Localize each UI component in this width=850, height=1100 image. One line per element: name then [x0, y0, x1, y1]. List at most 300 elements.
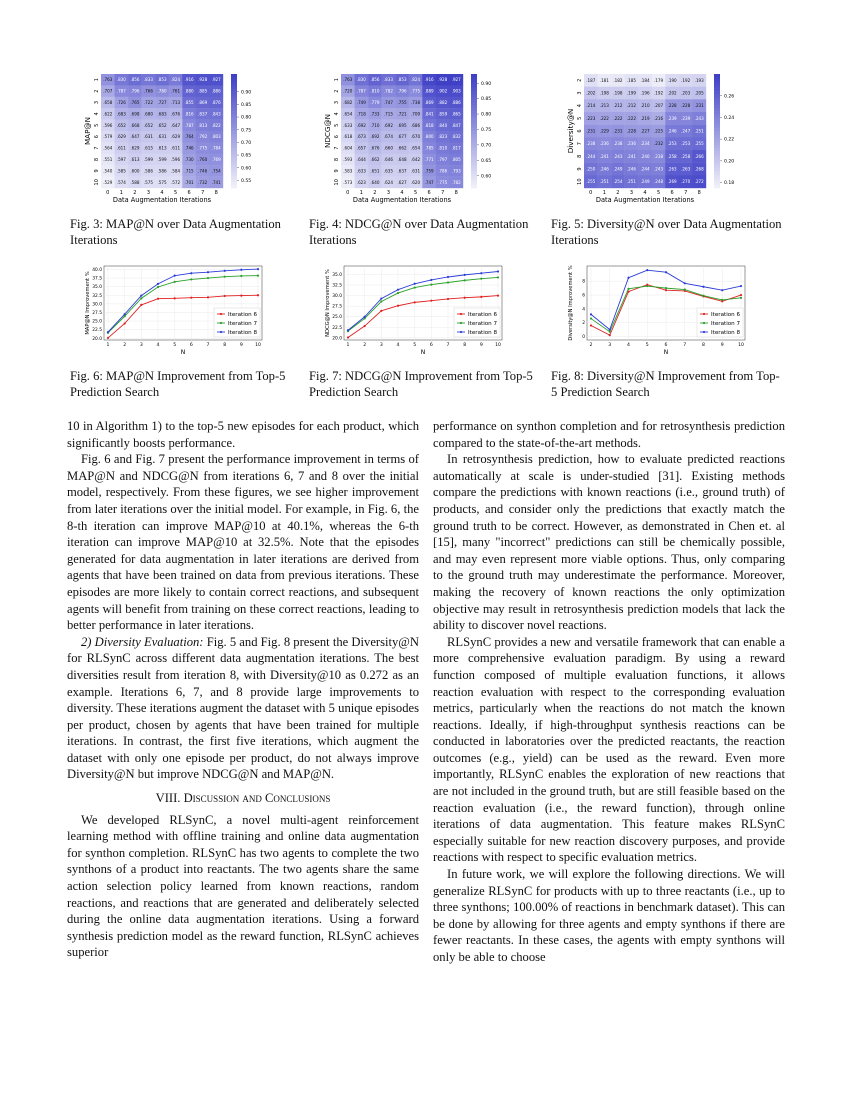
y-axis-label: MAP@N: [83, 116, 92, 146]
x-tick-label: 5: [173, 190, 178, 196]
colorbar-band: [714, 74, 720, 77]
cell-value-label: .722: [143, 100, 154, 105]
cell-value-label: .840: [438, 122, 448, 128]
x-tick-label: 4: [400, 190, 404, 196]
cell-value-label: .205: [694, 90, 704, 96]
cell-value-label: .574: [116, 179, 126, 185]
cell-value-label: .677: [397, 134, 407, 140]
colorbar-band: [714, 97, 720, 100]
cell-value-label: .268: [694, 166, 704, 172]
cell-value-label: .240: [640, 153, 650, 159]
fig6-caption: Fig. 6: MAP@N Improvement from Top-5 Prediction Search: [70, 369, 286, 399]
y-tick-label: 9: [94, 169, 100, 173]
colorbar-band: [471, 122, 477, 125]
x-axis-label: Data Augmentation Iterations: [595, 196, 695, 204]
cell-value-label: .620: [410, 179, 421, 185]
fig7-line-chart: [324, 258, 509, 360]
cell-value-label: .239: [667, 115, 677, 121]
colorbar-band: [471, 137, 477, 140]
colorbar-band: [714, 80, 720, 83]
cell-value-label: .657: [356, 145, 366, 151]
cell-value-label: .575: [157, 179, 167, 185]
cell-value-label: .859: [438, 111, 448, 117]
colorbar-band: [714, 162, 720, 165]
cell-value-label: .244: [640, 166, 650, 172]
cell-value-label: .782: [451, 179, 461, 185]
cell-value-label: .238: [586, 141, 596, 147]
cell-value-label: .676: [170, 111, 181, 117]
data-point: [240, 269, 242, 271]
cell-value-label: .720: [343, 88, 353, 94]
colorbar-band: [231, 177, 237, 180]
data-point: [257, 294, 259, 296]
data-point: [224, 295, 226, 297]
cell-value-label: .718: [356, 111, 366, 117]
data-point: [174, 297, 176, 299]
cell-value-label: .586: [157, 168, 167, 174]
colorbar-band: [231, 117, 237, 120]
y-tick-label: 32.5: [92, 293, 102, 299]
cell-value-label: .575: [143, 179, 154, 185]
x-tick-label: 3: [379, 343, 383, 348]
legend-label: Iteration 7: [228, 321, 258, 327]
y-tick-label: 3: [334, 100, 340, 105]
data-point: [397, 292, 399, 294]
colorbar-band: [471, 162, 477, 165]
data-point: [380, 310, 382, 312]
colorbar-band: [471, 120, 477, 123]
cell-value-label: .882: [438, 100, 448, 105]
data-point: [397, 305, 399, 307]
y-tick-label: 7: [94, 146, 100, 150]
colorbar-band: [714, 177, 720, 180]
colorbar-tick-label: 0.60: [481, 174, 492, 180]
cell-value-label: .710: [370, 122, 380, 128]
cell-value-label: .251: [694, 128, 704, 134]
colorbar-band: [471, 142, 477, 145]
y-tick-label: 8: [94, 157, 100, 162]
cell-value-label: .746: [184, 145, 194, 151]
cell-value-label: .763: [103, 77, 113, 83]
y-tick-label: 10: [577, 178, 583, 185]
colorbar-tick-label: 0.70: [481, 143, 492, 149]
colorbar-tick-label: 0.60: [241, 166, 252, 172]
cell-value-label: .796: [130, 88, 140, 94]
cell-value-label: .255: [694, 141, 704, 147]
cell-value-label: .258: [667, 153, 677, 159]
data-point: [430, 284, 432, 286]
cell-value-label: .796: [397, 88, 407, 94]
cell-value-label: .833: [143, 77, 154, 83]
colorbar-band: [231, 142, 237, 145]
data-point: [447, 298, 449, 300]
cell-value-label: .837: [198, 111, 208, 117]
fig7-caption: Fig. 7: NDCG@N Improvement from Top-5 Prediction Search: [309, 369, 533, 399]
colorbar-band: [231, 131, 237, 134]
cell-value-label: .927: [211, 77, 221, 83]
data-point: [740, 297, 742, 299]
right-column: [433, 418, 785, 966]
cell-value-label: .803: [211, 134, 221, 140]
colorbar-band: [471, 91, 477, 94]
colorbar-band: [231, 100, 237, 103]
cell-value-label: .755: [397, 100, 407, 105]
cell-value-label: .916: [424, 77, 434, 83]
x-tick-label: 2: [133, 190, 137, 196]
cell-value-label: .885: [198, 88, 208, 94]
data-point: [665, 287, 667, 289]
cell-value-label: .225: [653, 128, 664, 134]
x-tick-label: 9: [479, 343, 483, 348]
data-point: [609, 329, 611, 331]
cell-value-label: .644: [356, 157, 366, 162]
colorbar-band: [471, 97, 477, 100]
cell-value-label: .651: [370, 168, 380, 174]
data-point: [609, 331, 611, 333]
colorbar-tick-label: 0.75: [481, 128, 492, 134]
cell-value-label: .253: [667, 141, 677, 147]
colorbar-tick-label: 0.90: [241, 90, 252, 96]
cell-value-label: .269: [667, 179, 677, 185]
legend-marker: [220, 313, 222, 315]
x-tick-label: 9: [720, 343, 724, 348]
x-axis-label: Data Augmentation Iterations: [352, 196, 452, 204]
colorbar-band: [231, 111, 237, 114]
left-column: [67, 418, 419, 961]
data-point: [497, 276, 499, 278]
cell-value-label: .232: [653, 141, 664, 147]
cell-value-label: .629: [130, 145, 140, 151]
data-point: [107, 331, 109, 333]
colorbar-band: [714, 125, 720, 128]
colorbar-band: [714, 105, 720, 108]
cell-value-label: .272: [694, 179, 704, 185]
y-tick-label: 20.0: [92, 336, 102, 342]
data-point: [157, 283, 159, 285]
colorbar-band: [231, 74, 237, 77]
cell-value-label: .228: [667, 103, 677, 109]
cell-value-label: .599: [143, 157, 154, 162]
cell-value-label: .709: [410, 111, 421, 117]
cell-value-label: .646: [383, 157, 394, 162]
fig3-caption: Fig. 3: MAP@N over Data Augmentation Iterations: [70, 217, 281, 247]
cell-value-label: .228: [626, 128, 637, 134]
cell-value-label: .692: [356, 122, 366, 128]
colorbar-band: [714, 140, 720, 143]
x-tick-label: 4: [160, 190, 164, 196]
cell-value-label: .231: [613, 128, 623, 134]
colorbar-band: [471, 88, 477, 91]
data-point: [414, 286, 416, 288]
colorbar-band: [231, 179, 237, 182]
colorbar-band: [714, 160, 720, 163]
cell-value-label: .210: [640, 103, 650, 109]
cell-value-label: .786: [438, 168, 448, 174]
colorbar-band: [714, 88, 720, 91]
data-point: [684, 282, 686, 284]
y-tick-label: 4: [94, 112, 100, 116]
data-point: [364, 316, 366, 318]
colorbar-band: [471, 174, 477, 177]
colorbar-band: [714, 117, 720, 120]
data-point: [257, 268, 259, 270]
legend-label: Iteration 8: [228, 330, 258, 336]
cell-value-label: .766: [143, 88, 154, 94]
cell-value-label: .775: [410, 88, 421, 94]
data-point: [414, 301, 416, 303]
data-point: [480, 296, 482, 298]
cell-value-label: .817: [451, 145, 461, 151]
cell-value-label: .818: [424, 122, 434, 128]
y-tick-label: 25.0: [332, 315, 342, 321]
cell-value-label: .203: [681, 90, 691, 96]
colorbar-band: [231, 160, 237, 163]
cell-value-label: .833: [383, 77, 394, 83]
legend-label: Iteration 6: [711, 312, 741, 318]
cell-value-label: .674: [383, 134, 394, 140]
data-point: [646, 285, 648, 287]
cell-value-label: .631: [410, 168, 421, 174]
x-tick-label: 2: [589, 343, 593, 348]
legend-marker: [703, 313, 705, 315]
data-point: [721, 289, 723, 291]
cell-value-label: .698: [130, 111, 140, 117]
cell-value-label: .787: [356, 88, 366, 94]
cell-value-label: .251: [626, 179, 637, 185]
y-axis-label: NDCG@N Improvement %: [325, 269, 331, 337]
colorbar-band: [471, 185, 477, 188]
x-axis-label: N: [180, 349, 186, 356]
data-point: [397, 289, 399, 291]
colorbar-band: [231, 134, 237, 137]
data-point: [590, 313, 592, 315]
cell-value-label: .254: [613, 179, 623, 185]
colorbar-band: [714, 182, 720, 185]
cell-value-label: .253: [681, 141, 691, 147]
cell-value-label: .876: [211, 100, 221, 105]
cell-value-label: .797: [438, 157, 448, 162]
data-point: [207, 271, 209, 273]
x-tick-label: 8: [702, 343, 705, 348]
colorbar-band: [714, 134, 720, 137]
cell-value-label: .624: [383, 179, 394, 185]
colorbar-band: [714, 148, 720, 151]
data-point: [627, 277, 629, 279]
cell-value-label: .597: [116, 157, 126, 162]
cell-value-label: .596: [103, 122, 113, 128]
x-tick-label: 0: [106, 190, 110, 196]
colorbar-band: [471, 80, 477, 83]
x-tick-label: 3: [386, 190, 391, 196]
data-point: [124, 322, 126, 324]
colorbar-tick-label: 0.75: [241, 128, 252, 134]
cell-value-label: .721: [397, 111, 407, 117]
cell-value-label: .843: [211, 111, 221, 117]
cell-value-label: .810: [438, 145, 448, 151]
colorbar-tick-label: 0.90: [481, 81, 492, 87]
cell-value-label: .713: [170, 100, 181, 105]
cell-value-label: .637: [397, 168, 407, 174]
data-point: [702, 286, 704, 288]
y-tick-label: 32.5: [332, 283, 342, 289]
cell-value-label: .869: [198, 100, 208, 105]
colorbar-tick-label: 0.26: [724, 94, 735, 100]
cell-value-label: .652: [143, 122, 154, 128]
cell-value-label: .596: [170, 157, 181, 162]
data-point: [240, 295, 242, 297]
cell-value-label: .765: [130, 100, 140, 105]
section-heading: VIII. Discussion and Conclusions: [155, 791, 331, 806]
x-tick-label: 8: [463, 343, 467, 348]
x-tick-label: 10: [255, 343, 261, 348]
data-point: [497, 270, 499, 272]
cell-value-label: .213: [599, 103, 609, 109]
cell-value-label: .841: [424, 111, 434, 117]
cell-value-label: .633: [356, 168, 366, 174]
colorbar-tick-label: 0.85: [481, 97, 492, 103]
cell-value-label: .654: [343, 111, 353, 117]
colorbar-band: [231, 171, 237, 174]
colorbar-band: [471, 157, 477, 160]
cell-value-label: .540: [103, 168, 113, 174]
cell-value-label: .647: [130, 134, 140, 140]
x-tick-label: 0: [346, 190, 350, 196]
cell-value-label: .185: [626, 77, 637, 83]
cell-value-label: .247: [681, 128, 691, 134]
cell-value-label: .830: [356, 77, 366, 83]
colorbar-tick-label: 0.80: [481, 112, 492, 118]
cell-value-label: .813: [198, 122, 208, 128]
cell-value-label: .787: [184, 122, 194, 128]
colorbar-tick-label: 0.65: [481, 158, 492, 164]
x-tick-label: 7: [201, 190, 205, 196]
x-tick-label: 5: [656, 190, 661, 196]
y-tick-label: 10: [94, 179, 100, 186]
colorbar-band: [714, 179, 720, 182]
colorbar-band: [231, 182, 237, 185]
cell-value-label: .214: [586, 103, 596, 109]
colorbar-band: [231, 168, 237, 171]
data-point: [609, 334, 611, 336]
legend-marker: [460, 313, 462, 315]
data-point: [740, 285, 742, 287]
cell-value-label: .747: [424, 179, 434, 185]
colorbar-band: [714, 108, 720, 111]
cell-value-label: .763: [343, 77, 353, 83]
cell-value-label: .715: [184, 168, 194, 174]
data-point: [107, 337, 109, 339]
colorbar-band: [231, 185, 237, 188]
cell-value-label: .181: [599, 77, 609, 83]
colorbar-band: [231, 174, 237, 177]
legend-marker: [220, 331, 222, 333]
right-paragraph-3: RLSynC provides a new and versatile framework that can enable a more comprehensive evaluation paradigm. By using a reward function composed of multiple evaluation functions, it allows reaction evaluation with respect to the corresponding evaluation metrics, particularly when the reactions do not match the known reactions. Ideally, if high-throughput synthesis reactions can be conducted in laboratories over the predicted reactants, the reaction outcomes (e.g., yield) can be used as the reward. Even more importantly, RLSynC enables the exploration of new reactions that are not included in the ground truth, but are still feasible based on the reaction evaluation (i.e., the reward function), through online iterations of data augmentation. This feature makes RLSynC especially suitable for new reaction discovery purposes, and provide reactions with respect to specific evaluation metrics.: [433, 634, 785, 865]
cell-value-label: .198: [613, 90, 623, 96]
cell-value-label: .564: [103, 145, 113, 151]
x-tick-label: 9: [239, 343, 243, 348]
colorbar-band: [231, 88, 237, 91]
cell-value-label: .551: [103, 157, 113, 162]
x-tick-label: 6: [429, 343, 433, 348]
data-point: [257, 275, 259, 277]
left-paragraph-4: We developed RLSynC, a novel multi-agent reinforcement learning method with offline training and online data augmentation for synthon completion. RLSynC has two agents to complete the two synthons of a product into reactants. The two agents share the same action selection policy learned from known reactions, random reactions, and reactions that are generated and deliberately selected during the online data augmentation iterations. Using a forward synthesis prediction model as the reward function, RLSynC achieves superior: [67, 812, 419, 960]
data-point: [364, 325, 366, 327]
y-tick-label: 8: [577, 154, 583, 158]
colorbar-band: [471, 145, 477, 148]
cell-value-label: .187: [586, 77, 596, 83]
x-tick-label: 5: [413, 343, 417, 348]
data-point: [480, 272, 482, 274]
cell-value-label: .236: [599, 141, 609, 147]
data-point: [157, 286, 159, 288]
right-paragraph-4: In future work, we will explore the following directions. We will generalize RLSynC for products with up to three reactants (i.e., up to three synthons; 100.00% of reactions in benchmark dataset). This can be done by allowing for three agents and empty synthons if there are fewer reactants. In these cases, the agents with empty synthons will only be able to choose: [433, 867, 785, 964]
data-point: [140, 304, 142, 306]
y-axis-label: Diversity@N Improvement %: [568, 265, 574, 341]
x-tick-label: 6: [664, 343, 668, 348]
data-point: [646, 269, 648, 271]
colorbar-band: [231, 151, 237, 154]
colorbar-band: [231, 154, 237, 157]
colorbar-band: [714, 142, 720, 145]
colorbar-band: [471, 94, 477, 97]
x-tick-label: 3: [146, 190, 151, 196]
y-tick-label: 27.5: [92, 310, 102, 316]
cell-value-label: .222: [626, 115, 637, 121]
data-point: [207, 296, 209, 298]
data-point: [721, 299, 723, 301]
data-point: [190, 297, 192, 299]
cell-value-label: .692: [383, 122, 394, 128]
cell-value-label: .583: [343, 168, 353, 174]
y-tick-label: 30.0: [92, 302, 102, 308]
fig4-caption: Fig. 4: NDCG@N over Data Augmentation Iterations: [309, 217, 529, 247]
x-tick-label: 6: [189, 343, 193, 348]
cell-value-label: .730: [184, 157, 194, 162]
cell-value-label: .572: [170, 179, 181, 185]
cell-value-label: .738: [410, 100, 421, 105]
y-tick-label: 9: [334, 169, 340, 173]
colorbar-band: [714, 174, 720, 177]
cell-value-label: .243: [653, 166, 664, 172]
y-tick-label: 6: [94, 135, 100, 139]
cell-value-label: .249: [613, 166, 623, 172]
cell-value-label: .652: [157, 122, 167, 128]
colorbar-band: [231, 140, 237, 143]
cell-value-label: .676: [370, 145, 380, 151]
x-tick-label: 7: [446, 343, 450, 348]
colorbar-band: [471, 105, 477, 108]
colorbar-band: [714, 171, 720, 174]
colorbar-tick-label: 0.85: [241, 103, 252, 108]
cell-value-label: .658: [103, 100, 113, 105]
x-tick-label: 3: [629, 190, 634, 196]
cell-value-label: .927: [451, 77, 461, 83]
data-point: [430, 300, 432, 302]
cell-value-label: .830: [116, 77, 126, 83]
fig3-heatmap: [84, 66, 269, 214]
fig6-line-chart: [84, 258, 269, 360]
cell-value-label: .263: [667, 166, 677, 172]
colorbar-band: [714, 157, 720, 160]
cell-value-label: .707: [103, 88, 113, 94]
y-axis-label: MAP@N Improvement %: [85, 271, 91, 335]
x-tick-label: 8: [223, 343, 227, 348]
colorbar-tick-label: 0.20: [724, 159, 735, 165]
colorbar-band: [714, 94, 720, 97]
colorbar-band: [231, 85, 237, 88]
colorbar-band: [714, 91, 720, 94]
cell-value-label: .855: [184, 100, 194, 105]
